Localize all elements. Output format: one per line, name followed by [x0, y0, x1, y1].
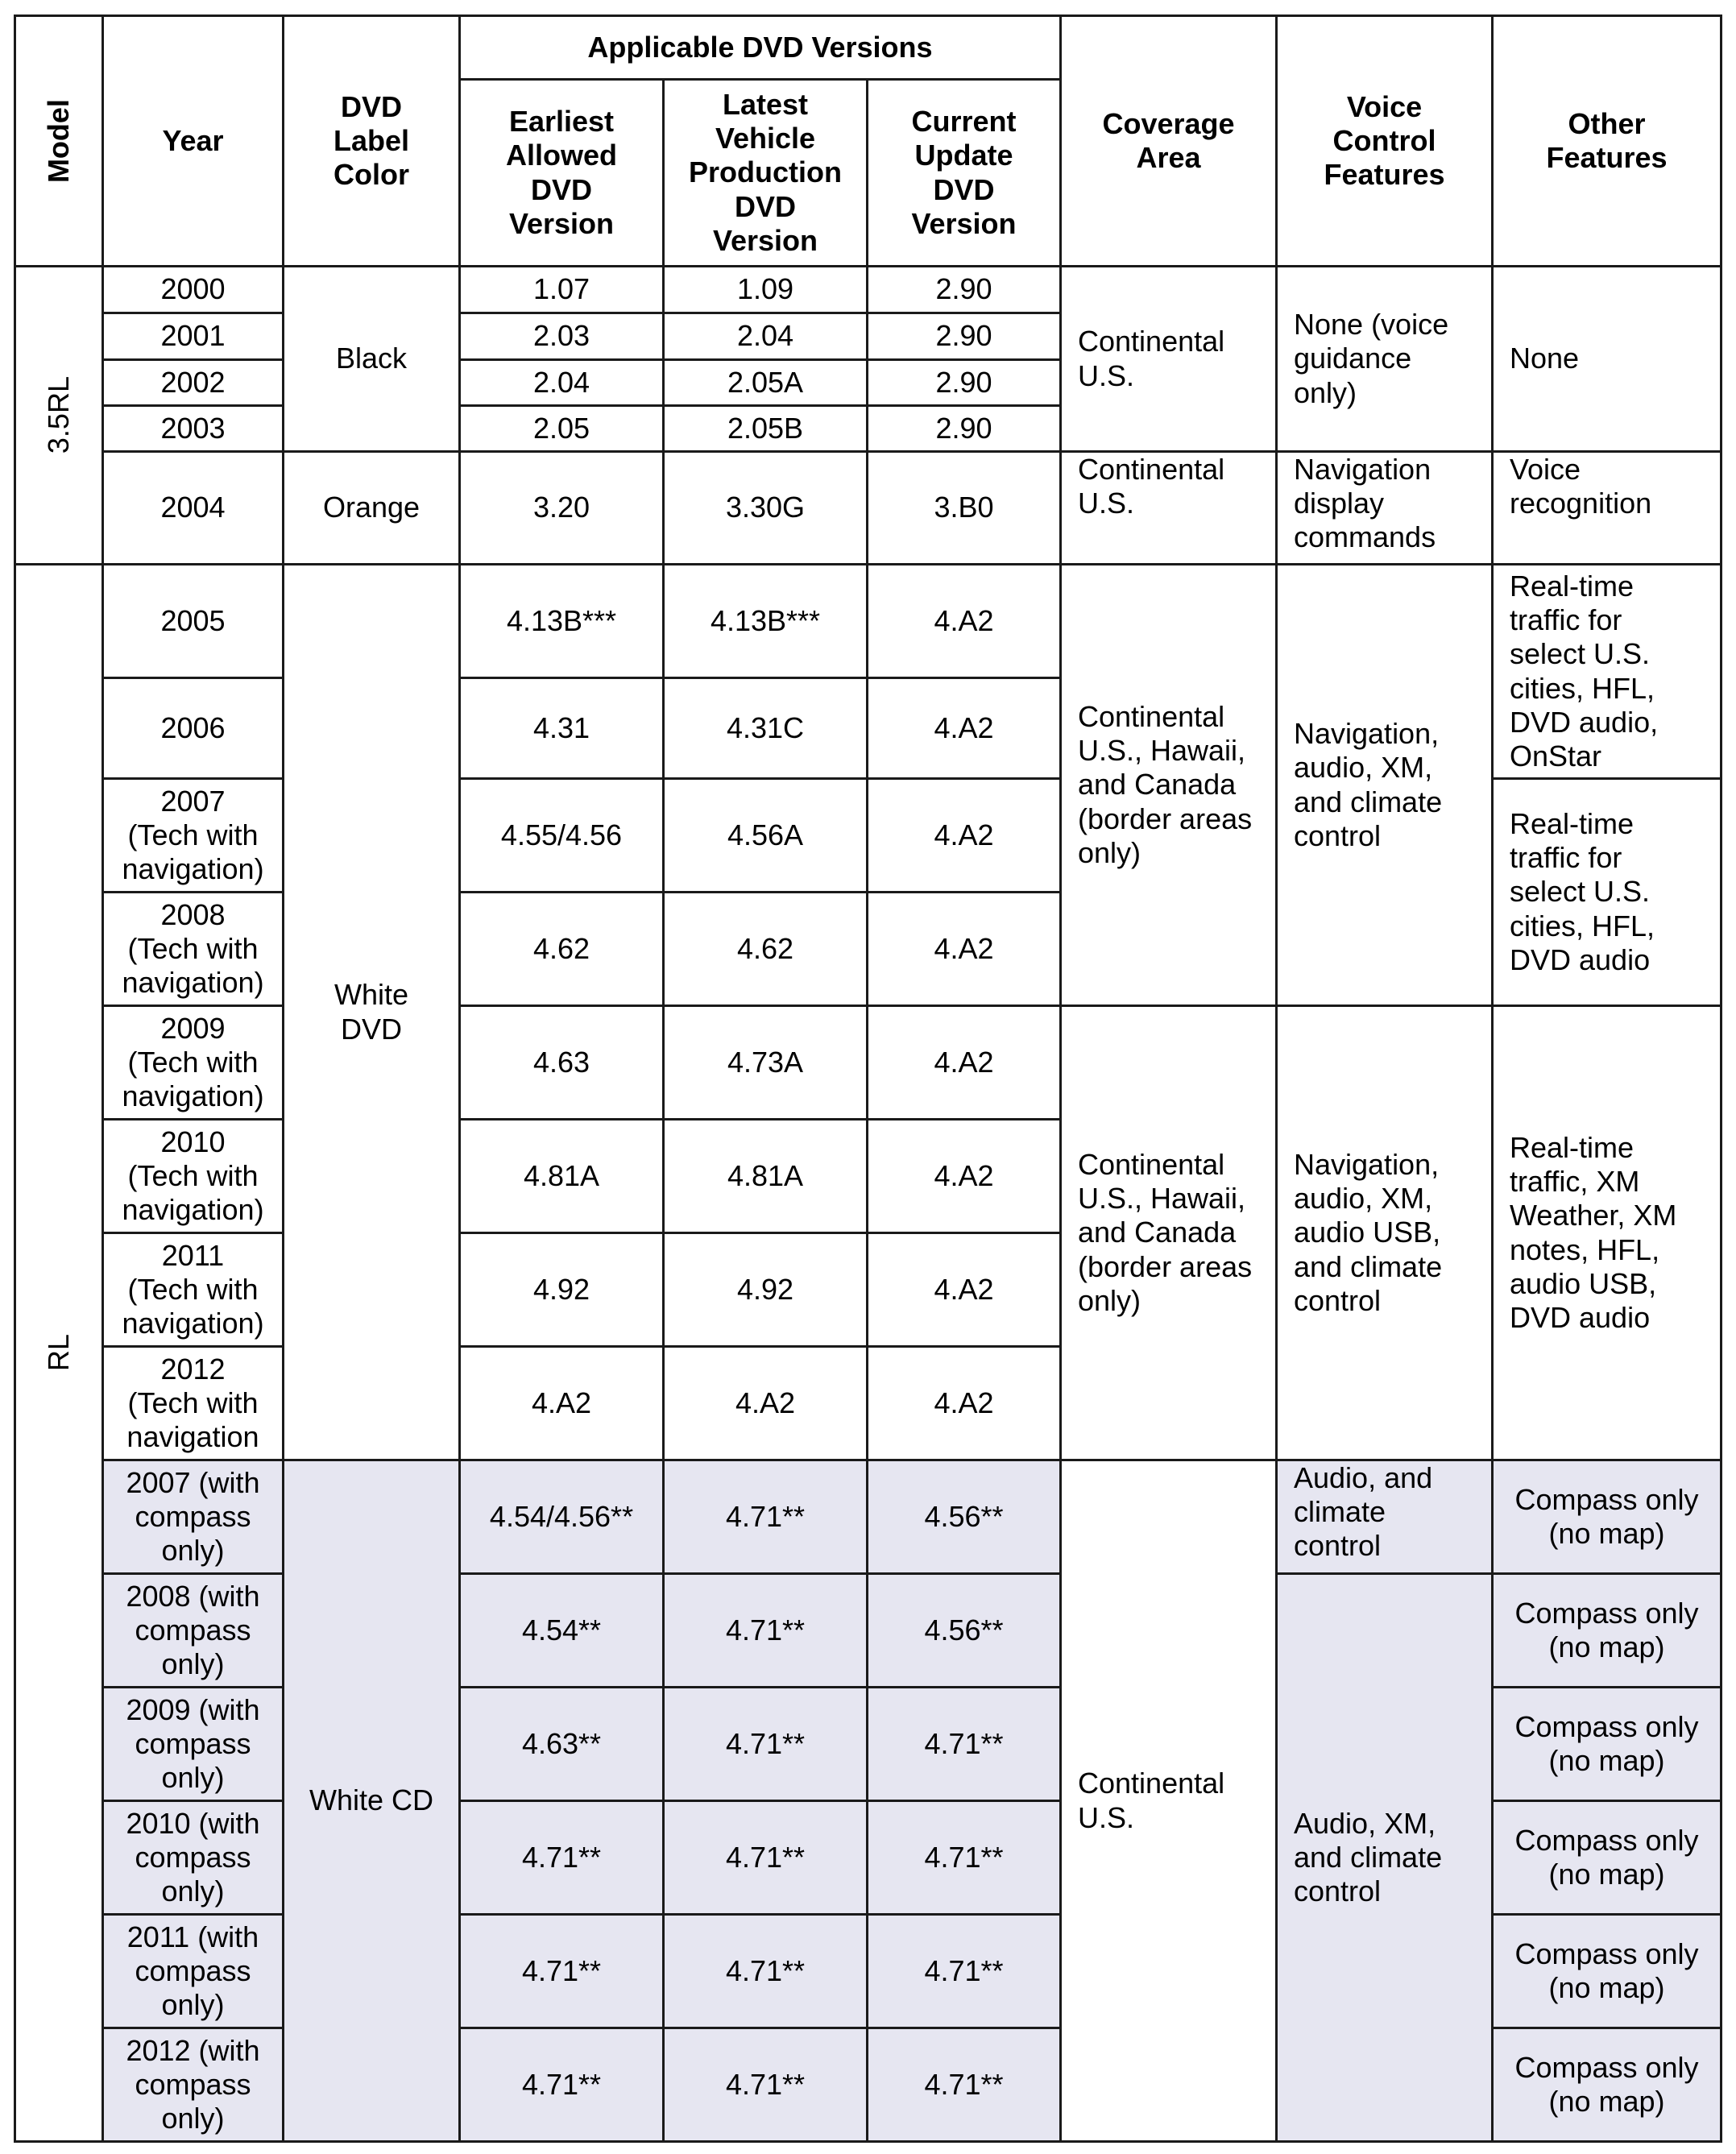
- year-cell: 2000: [103, 267, 284, 313]
- latest-cell: 4.13B***: [664, 565, 868, 678]
- year-cell: 2008 (with compass only): [103, 1574, 284, 1688]
- earliest-cell: 4.71**: [460, 2028, 664, 2142]
- header-other-features: Other Features: [1493, 16, 1721, 267]
- current-cell: 4.A2: [868, 565, 1061, 678]
- latest-cell: 2.05B: [664, 406, 868, 452]
- voice-cell: None (voice guidance only): [1277, 267, 1493, 452]
- year-cell: 2009 (Tech with navigation): [103, 1006, 284, 1120]
- current-cell: 2.90: [868, 313, 1061, 360]
- header-current-version: Current Update DVD Version: [868, 80, 1061, 267]
- voice-cell: Navigation, audio, XM, audio USB, and climate control: [1277, 1006, 1493, 1460]
- model-cell-3-5rl: 3.5RL: [15, 267, 103, 565]
- latest-cell: 1.09: [664, 267, 868, 313]
- latest-cell: 4.31C: [664, 678, 868, 779]
- current-cell: 4.A2: [868, 1347, 1061, 1460]
- latest-cell: 4.81A: [664, 1120, 868, 1233]
- earliest-cell: 3.20: [460, 452, 664, 565]
- year-cell: 2012 (Tech with navigation: [103, 1347, 284, 1460]
- earliest-cell: 4.63**: [460, 1688, 664, 1801]
- coverage-cell: Continental U.S.: [1061, 1460, 1277, 2142]
- header-earliest-version: Earliest Allowed DVD Version: [460, 80, 664, 267]
- year-cell: 2009 (with compass only): [103, 1688, 284, 1801]
- earliest-cell: 4.62: [460, 893, 664, 1006]
- header-label-color: DVD Label Color: [284, 16, 460, 267]
- other-cell: Compass only (no map): [1493, 2028, 1721, 2142]
- current-cell: 4.56**: [868, 1574, 1061, 1688]
- year-cell: 2003: [103, 406, 284, 452]
- other-cell: Compass only (no map): [1493, 1460, 1721, 1574]
- table-row: [15, 1460, 1721, 1574]
- other-cell: None: [1493, 267, 1721, 452]
- latest-cell: 4.71**: [664, 1801, 868, 1915]
- earliest-cell: 4.54/4.56**: [460, 1460, 664, 1574]
- coverage-cell: Continental U.S.: [1061, 267, 1277, 452]
- voice-cell: Navigation display commands: [1277, 452, 1493, 565]
- year-cell: 2005: [103, 565, 284, 678]
- header-model: Model: [15, 16, 103, 267]
- voice-cell: Audio, XM, and climate control: [1277, 1574, 1493, 2142]
- current-cell: 4.A2: [868, 1233, 1061, 1347]
- header-year: Year: [103, 16, 284, 267]
- latest-cell: 4.56A: [664, 779, 868, 893]
- earliest-cell: 4.71**: [460, 1801, 664, 1915]
- other-cell: Compass only (no map): [1493, 1915, 1721, 2028]
- current-cell: 4.71**: [868, 1688, 1061, 1801]
- latest-cell: 4.71**: [664, 1915, 868, 2028]
- coverage-cell: Continental U.S., Hawaii, and Canada (border areas only): [1061, 1006, 1277, 1460]
- year-cell: 2007 (with compass only): [103, 1460, 284, 1574]
- voice-cell: Navigation, audio, XM, and climate control: [1277, 565, 1493, 1006]
- current-cell: 2.90: [868, 360, 1061, 406]
- earliest-cell: 4.55/4.56: [460, 779, 664, 893]
- earliest-cell: 4.71**: [460, 1915, 664, 2028]
- other-cell: Voice recognition: [1493, 452, 1721, 565]
- latest-cell: 4.71**: [664, 1574, 868, 1688]
- label-color-white-dvd: White DVD: [284, 565, 460, 1460]
- earliest-cell: 4.13B***: [460, 565, 664, 678]
- latest-cell: 4.71**: [664, 2028, 868, 2142]
- year-cell: 2006: [103, 678, 284, 779]
- table-row: [15, 1006, 1721, 1120]
- coverage-cell: Continental U.S., Hawaii, and Canada (border areas only): [1061, 565, 1277, 1006]
- year-cell: 2011 (with compass only): [103, 1915, 284, 2028]
- current-cell: 2.90: [868, 406, 1061, 452]
- earliest-cell: 2.04: [460, 360, 664, 406]
- earliest-cell: 1.07: [460, 267, 664, 313]
- current-cell: 4.71**: [868, 1915, 1061, 2028]
- year-cell: 2012 (with compass only): [103, 2028, 284, 2142]
- latest-cell: 3.30G: [664, 452, 868, 565]
- current-cell: 4.A2: [868, 1120, 1061, 1233]
- header-applicable-dvd-versions: Applicable DVD Versions: [460, 16, 1061, 80]
- earliest-cell: 4.31: [460, 678, 664, 779]
- earliest-cell: 4.A2: [460, 1347, 664, 1460]
- header-voice-control: Voice Control Features: [1277, 16, 1493, 267]
- earliest-cell: 2.03: [460, 313, 664, 360]
- current-cell: 4.A2: [868, 678, 1061, 779]
- current-cell: 3.B0: [868, 452, 1061, 565]
- header-latest-version: Latest Vehicle Production DVD Version: [664, 80, 868, 267]
- table-row: [15, 452, 1721, 565]
- coverage-cell: Continental U.S.: [1061, 452, 1277, 565]
- year-cell: 2011 (Tech with navigation): [103, 1233, 284, 1347]
- earliest-cell: 4.54**: [460, 1574, 664, 1688]
- other-cell: Real-time traffic for select U.S. cities, HFL, DVD audio, OnStar: [1493, 565, 1721, 779]
- model-cell-rl: RL: [15, 565, 103, 2142]
- table-row: [15, 565, 1721, 678]
- earliest-cell: 2.05: [460, 406, 664, 452]
- other-cell: Compass only (no map): [1493, 1574, 1721, 1688]
- current-cell: 4.A2: [868, 1006, 1061, 1120]
- header-coverage-area: Coverage Area: [1061, 16, 1277, 267]
- other-cell: Compass only (no map): [1493, 1801, 1721, 1915]
- label-color-black: Black: [284, 267, 460, 452]
- latest-cell: 4.71**: [664, 1460, 868, 1574]
- current-cell: 4.A2: [868, 893, 1061, 1006]
- latest-cell: 4.73A: [664, 1006, 868, 1120]
- year-cell: 2010 (with compass only): [103, 1801, 284, 1915]
- voice-cell: Audio, and climate control: [1277, 1460, 1493, 1574]
- current-cell: 4.A2: [868, 779, 1061, 893]
- year-cell: 2010 (Tech with navigation): [103, 1120, 284, 1233]
- year-cell: 2004: [103, 452, 284, 565]
- label-color-orange: Orange: [284, 452, 460, 565]
- other-cell: Compass only (no map): [1493, 1688, 1721, 1801]
- year-cell: 2001: [103, 313, 284, 360]
- latest-cell: 4.92: [664, 1233, 868, 1347]
- year-cell: 2007 (Tech with navigation): [103, 779, 284, 893]
- latest-cell: 2.04: [664, 313, 868, 360]
- latest-cell: 4.62: [664, 893, 868, 1006]
- latest-cell: 2.05A: [664, 360, 868, 406]
- current-cell: 4.71**: [868, 1801, 1061, 1915]
- year-cell: 2008 (Tech with navigation): [103, 893, 284, 1006]
- latest-cell: 4.71**: [664, 1688, 868, 1801]
- current-cell: 4.71**: [868, 2028, 1061, 2142]
- latest-cell: 4.A2: [664, 1347, 868, 1460]
- current-cell: 2.90: [868, 267, 1061, 313]
- table-row: [15, 267, 1721, 313]
- year-cell: 2002: [103, 360, 284, 406]
- earliest-cell: 4.92: [460, 1233, 664, 1347]
- header-row-1: [15, 16, 1721, 80]
- label-color-white-cd: White CD: [284, 1460, 460, 2142]
- dvd-versions-table: [14, 14, 1722, 2143]
- earliest-cell: 4.81A: [460, 1120, 664, 1233]
- current-cell: 4.56**: [868, 1460, 1061, 1574]
- other-cell: Real-time traffic, XM Weather, XM notes, HFL, audio USB, DVD audio: [1493, 1006, 1721, 1460]
- earliest-cell: 4.63: [460, 1006, 664, 1120]
- table-row: [15, 1574, 1721, 1688]
- other-cell: Real-time traffic for select U.S. cities, HFL, DVD audio: [1493, 779, 1721, 1006]
